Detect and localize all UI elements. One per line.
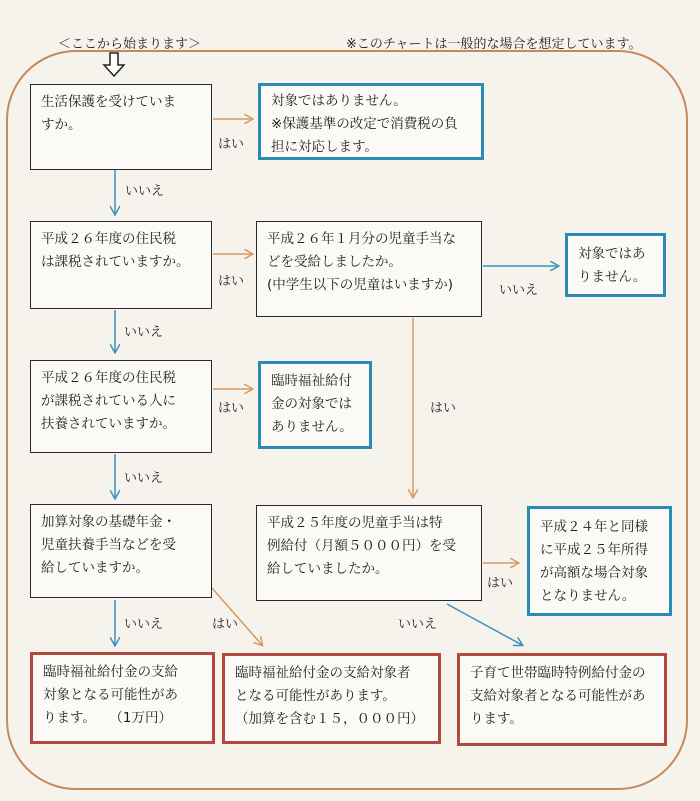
label-no-q2: いいえ [124,325,164,340]
question-child-allowance: 平成２６年１月分の児童手当な どを受給しましたか。 (中学生以下の児童はいますか) [256,221,482,317]
question-welfare: 生活保護を受けていま すか。 [30,84,212,170]
outcome-benefit-15000: 臨時福祉給付金の支給対象者 となる可能性があります。 （加算を含む１５，０００円） [222,653,441,744]
result-not-eligible-child: 対象ではあ りません。 [565,233,666,297]
label-yes-q5: はい [212,617,239,632]
disclaimer-note: ※このチャートは一般的な場合を想定しています。 [346,37,642,52]
label-no-q5: いいえ [124,617,164,632]
question-special-benefit: 平成２５年度の児童手当は特 例給付（月額５０００円）を受 給していましたか。 [256,505,482,601]
label-no-q3: いいえ [499,283,539,298]
result-not-eligible-dependent: 臨時福祉給付 金の対象では ありません。 [258,361,372,449]
question-dependent: 平成２６年度の住民税 が課税されている人に 扶養されていますか。 [30,360,212,453]
label-yes-q6: はい [487,576,514,591]
outcome-child-rearing-benefit: 子育て世帯臨時特例給付金の 支給対象者となる可能性があ ります。 [457,653,667,746]
result-not-eligible-welfare: 対象ではありません。 ※保護基準の改定で消費税の負 担に対応します。 [258,83,484,160]
outcome-benefit-10000: 臨時福祉給付金の支給 対象となる可能性があ ります。 （1万円） [30,652,215,744]
label-yes-q3: はい [430,401,457,416]
label-no-q6: いいえ [398,617,438,632]
start-arrow-icon [104,53,124,76]
arrow-q6-no [447,604,522,645]
question-resident-tax: 平成２６年度の住民税 は課税されていますか。 [30,221,212,309]
label-yes-q4: はい [218,401,245,416]
start-note: ＜ここから始まります＞ [58,37,202,52]
label-yes-q1: はい [218,137,245,152]
label-no-q1: いいえ [125,184,165,199]
label-yes-q2: はい [218,274,245,289]
label-no-q4: いいえ [124,471,164,486]
result-not-eligible-income: 平成２４年と同様 に平成２５年所得 が高額な場合対象 となりません。 [527,506,672,616]
question-pension: 加算対象の基礎年金・ 児童扶養手当などを受 給していますか。 [30,504,212,598]
